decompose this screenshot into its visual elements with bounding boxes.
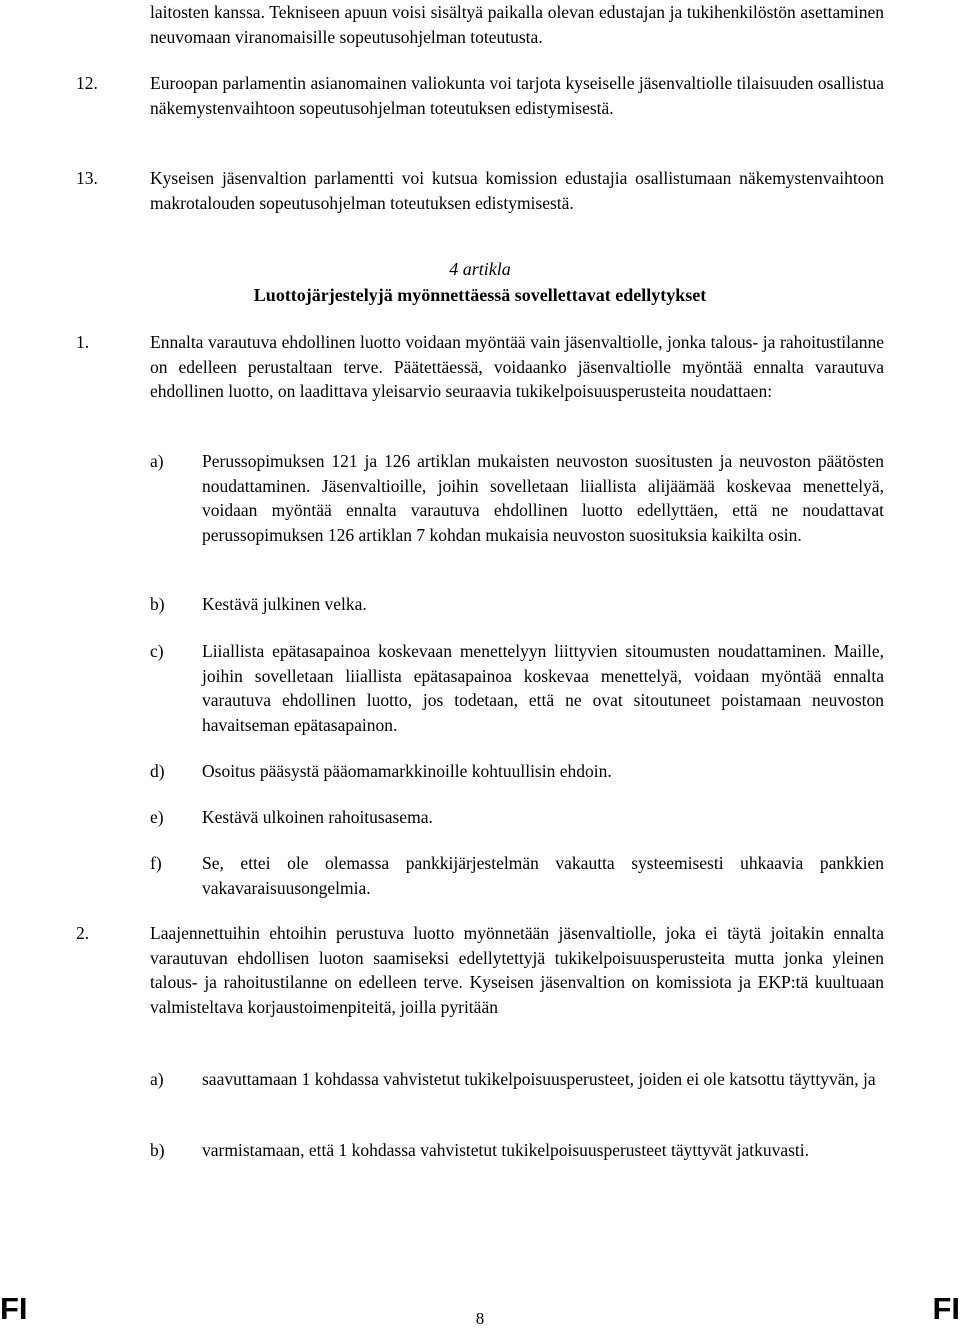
- list-item-text: Kestävä julkinen velka.: [202, 594, 367, 614]
- list-item-text: saavuttamaan 1 kohdassa vahvistetut tukikelpoisuusperusteet, joiden ei ole katsottu täyttyvän, ja: [202, 1069, 876, 1089]
- section-number: 1.: [76, 332, 90, 352]
- list-item-letter: e): [150, 807, 164, 827]
- list-item-letter: d): [150, 761, 165, 781]
- list-item-text: Perussopimuksen 121 ja 126 artiklan mukaisten neuvoston suositusten ja neuvoston päätösten noudattaminen. Jäsenvaltioille, joihin sovelletaan liiallista alijäämää koskevaa menettelyä, voidaan myöntää ennalta varautuva ehdollinen luotto edellyttäen, että ne noudattavat perussopimuksen 126 artiklan 7 kohdan mukaisia neuvoston suosituksia kaikilta osin.: [202, 451, 884, 545]
- list-item-letter: a): [150, 1069, 164, 1089]
- footer-language-right: FI: [932, 1291, 960, 1326]
- continuation-paragraph: laitosten kanssa. Tekniseen apuun voisi sisältyä paikalla olevan edustajan ja tukihenkilöstön asettaminen neuvomaan viranomaisille sopeutusohjelman toteutusta.: [150, 2, 884, 47]
- list-item-text: Osoitus pääsystä pääomamarkkinoille kohtuullisin ehdoin.: [202, 761, 612, 781]
- paragraph-number: 13.: [76, 168, 98, 188]
- paragraph-text: Kyseisen jäsenvaltion parlamentti voi kutsua komission edustajia osallistumaan näkemystenvaihtoon makrotalouden sopeutusohjelman toteutuksen edistymisestä.: [150, 168, 884, 213]
- list-item-text: Kestävä ulkoinen rahoitusasema.: [202, 807, 433, 827]
- list-item-text: Se, ettei ole olemassa pankkijärjestelmän vakautta systeemisesti uhkaavia pankkien vakavaraisuusongelmia.: [202, 853, 884, 898]
- list-item-letter: c): [150, 641, 164, 661]
- list-item-letter: b): [150, 594, 165, 614]
- list-item-letter: b): [150, 1140, 165, 1160]
- paragraph-number: 12.: [76, 73, 98, 93]
- paragraph-text: Euroopan parlamentin asianomainen valiokunta voi tarjota kyseiselle jäsenvaltiolle tilaisuuden osallistua näkemystenvaihtoon sopeutusohjelman toteutuksen edistymisestä.: [150, 73, 884, 118]
- section-number: 2.: [76, 923, 90, 943]
- page-number: 8: [475, 1309, 485, 1328]
- article-title: Luottojärjestelyjä myönnettäessä sovellettavat edellytykset: [253, 285, 707, 305]
- section-text: Ennalta varautuva ehdollinen luotto voidaan myöntää vain jäsenvaltiolle, jonka talous- ja rahoitustilanne on edelleen perustaltaan terve. Päätettäessä, voidaanko jäsenvaltiolle myöntää ennalta varautuva ehdollinen luotto, on laadittava yleisarvio seuraavia tukikelpoisuusperusteita noudattaen:: [150, 332, 884, 401]
- list-item-letter: a): [150, 451, 164, 471]
- list-item-text: varmistamaan, että 1 kohdassa vahvistetut tukikelpoisuusperusteet täyttyvät jatkuvasti.: [202, 1140, 810, 1160]
- section-text: Laajennettuihin ehtoihin perustuva luotto myönnetään jäsenvaltiolle, joka ei täytä joitakin ennalta varautuvan ehdollisen luoton saamiseksi edellytettyjä tukikelpoisuusperusteita mutta jonka yleinen talous- ja rahoitustilanne on edelleen terve. Kyseisen jäsenvaltion on komissiota ja EKP:tä kuultuaan valmisteltava korjaustoimenpiteitä, joilla pyritään: [150, 923, 884, 1017]
- list-item-letter: f): [150, 853, 162, 873]
- list-item-text: Liiallista epätasapainoa koskevaan menettelyyn liittyvien sitoumusten noudattaminen. Maille, joihin sovelletaan liiallista epätasapainoa koskevaa menettelyä, voidaan myöntää ennalta varautuva ehdollinen luotto, jos todetaan, että ne ovat sitoutuneet poistamaan neuvoston havaitseman epätasapainon.: [202, 641, 884, 735]
- footer-language-left: FI: [0, 1291, 28, 1326]
- article-number: 4 artikla: [449, 259, 511, 279]
